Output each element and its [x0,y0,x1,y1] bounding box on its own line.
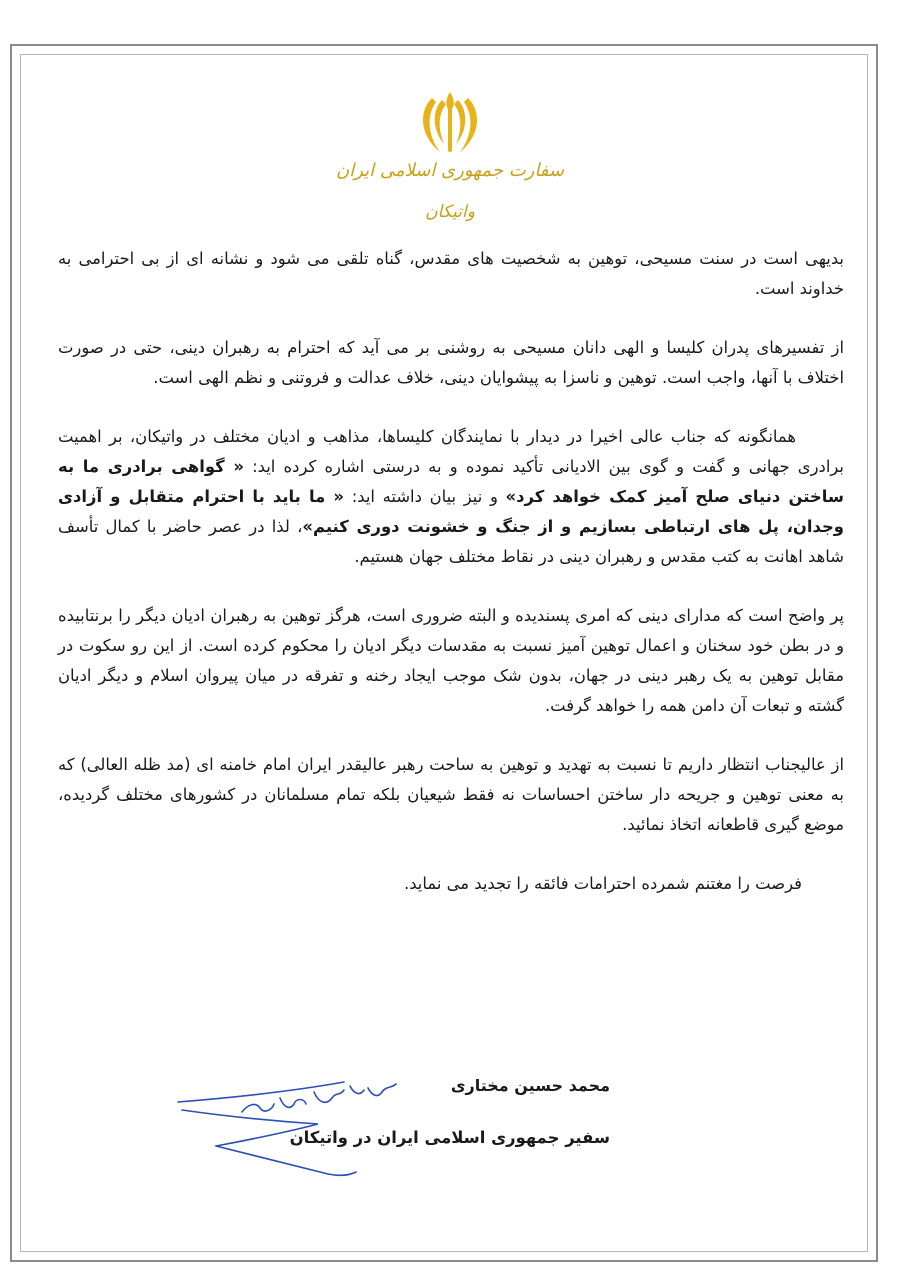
signatory-name: محمد حسین مختاری [450,1076,610,1095]
paragraph-1: بدیهی است در سنت مسیحی، توهین به شخصیت های مقدس، گناه تلقی می شود و نشانه ای از بی احترامی به خداوند است. [58,249,844,298]
paragraph-3 [58,422,844,572]
paragraph-3-middle: و نیز بیان داشته اید: [344,487,506,506]
embassy-name: سفارت جمهوری اسلامی ایران [335,160,564,181]
signatory-title: سفیر جمهوری اسلامی ایران در واتیکان [289,1128,610,1147]
quote-2: « ما باید با احترام متقابل و آزادی وجدان، پل های ارتباطی بسازیم و از جنگ و خشونت دوری کنیم» [58,487,844,536]
paragraph-2: از تفسیرهای پدران کلیسا و الهی دانان مسیحی به روشنی بر می آید که احترام به رهبران دینی، حتی در صورت اختلاف با آنها، واجب است. توهین و ناسزا به پیشوایان دینی، خلاف عدالت و فروتنی و نظم الهی است. [58,338,844,387]
embassy-city: واتیکان [425,202,475,222]
letter-body [58,244,844,928]
paragraph-4: پر واضح است که مدارای دینی که امری پسندیده و البته ضروری است، هرگز توهین به رهبران ادیان دیگر را برنتابیده و در بطن خود سخنان و اعمال توهین آمیز نسبت به مقدسات دیگر ادیان را محکوم کرده است. از این رو سکوت در مقابل توهین به یک رهبر دینی در جهان، بدون شک موجب ایجاد رخنه و تفرقه در میان پیروان اسلام و دیگر ادیان گشته و تبعات آن دامن همه را خواهد گرفت. [58,606,844,715]
closing-line: فرصت را مغتنم شمرده احترامات فائقه را تجدید می نماید. [403,874,802,893]
paragraph-3-intro: همانگونه که جناب عالی اخیرا در دیدار با نمایندگان کلیساها، مذاهب و ادیان مختلف در واتیکان، بر اهمیت برادری جهانی و گفت و گوی بین الادیانی تأکید نموده و به درستی اشاره کرده اید: [58,427,844,476]
paragraph-3-end: ، لذا در عصر حاضر با کمال تأسف شاهد اهانت به کتب مقدس و رهبران دینی در نقاط مختلف جهان هستیم. [58,517,844,566]
paragraph-5: از عالیجناب انتظار داریم تا نسبت به تهدید و توهین به ساحت رهبر عالیقدر ایران امام خامنه ای (مد ظله العالی) که به معنی توهین و جریحه دار ساختن احساسات نه فقط شیعیان بلکه تمام مسلمانان در کشورهای مختلف گردیده، موضع گیری قاطعانه اتخاذ نمائید. [58,755,844,834]
quote-1: « گواهی برادری ما به ساختن دنیای صلح آمیز کمک خواهد کرد» [58,457,844,506]
iran-emblem-icon [414,86,486,158]
